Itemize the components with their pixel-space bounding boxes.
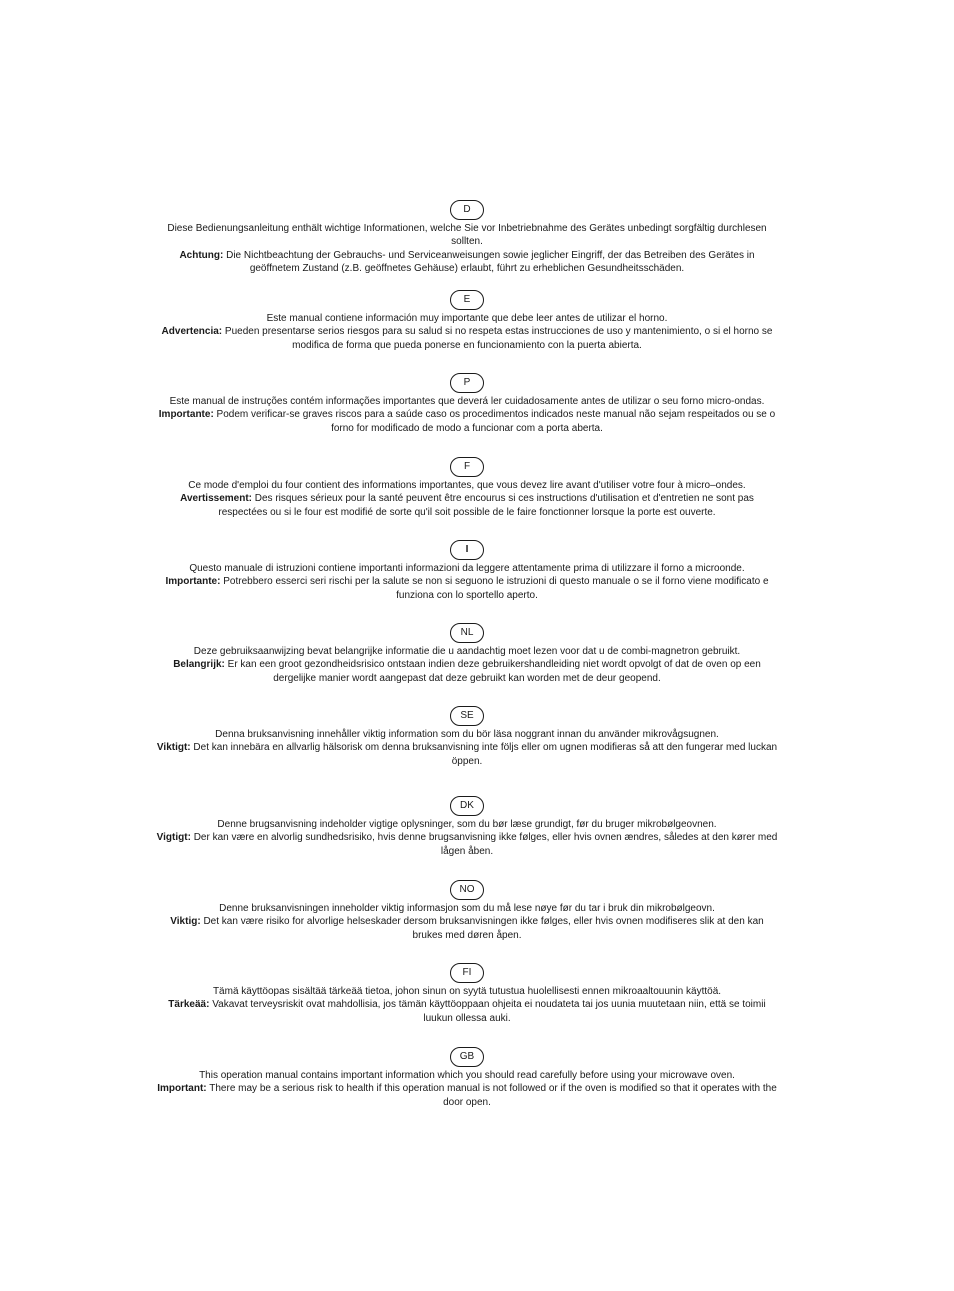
intro-text-no: Denne bruksanvisningen inneholder viktig informasjon som du må lese nøye før du tar i bruk din mikrobølgeovn. <box>219 903 715 914</box>
section-se <box>155 706 779 768</box>
section-p <box>155 373 779 435</box>
intro-text-e: Este manual contiene información muy importante que debe leer antes de utilizar el horno. <box>266 313 668 324</box>
language-badge-nl: NL <box>450 623 484 643</box>
section-dk <box>155 796 779 858</box>
warning-label-dk: Vigtigt: <box>156 832 191 844</box>
section-nl <box>155 623 779 685</box>
warning-label-se: Viktigt: <box>156 742 191 754</box>
warning-text-d: Die Nichtbeachtung der Gebrauchs- und Serviceanweisungen sowie jeglicher Eingriff, der das Betreiben des Gerätes in geöffnetem Zustand (z.B. geöffnetes Gehäuse) erlaubt, führt zu erheblichen Gesundheitsschäden. <box>223 249 755 274</box>
section-f <box>155 457 779 519</box>
section-i <box>155 540 779 602</box>
warning-text-se: Det kan innebära en allvarlig hälsorisk om denna bruksanvisning inte följs eller om ugnen modifieras så att den fungerar med luckan öppen. <box>190 742 778 767</box>
intro-text-d: Diese Bedienungsanleitung enthält wichtige Informationen, welche Sie vor Inbetriebnahme des Gerätes unbedingt sorgfältig durchlesen sollten. <box>167 223 767 248</box>
warning-text-no: Det kan være risiko for alvorlige helseskader dersom bruksanvisningen ikke følges, eller hvis ovnen modifiseres slik at den kan brukes med døren åpen. <box>200 916 764 941</box>
warning-text-e: Pueden presentarse serios riesgos para su salud si no respeta estas instrucciones de uso y mantenimiento, o si el horno se modifica de forma que pueda ponerse en funcionamiento con la puerta abierta. <box>222 326 773 351</box>
warning-label-p: Importante: <box>158 409 214 421</box>
warning-fi <box>155 998 779 1025</box>
warning-text-p: Podem verificar-se graves riscos para a saúde caso os procedimentos indicados neste manual não sejam respeitados ou se o forno for modificado de modo a funcionar com a porta aberta. <box>213 409 776 434</box>
language-badge-gb: GB <box>450 1047 484 1067</box>
section-d <box>155 200 779 275</box>
warning-text-f: Des risques sérieux pour la santé peuvent être encourus si ces instructions d'utilisation et d'entretien ne sont pas respectées ou si le four est modifié de sorte qu'il soit possible de le faire fonctionner lorsque la porte est ouverte. <box>218 493 754 518</box>
intro-text-gb: This operation manual contains important information which you should read carefully before using your microwave oven. <box>199 1070 735 1081</box>
warning-label-e: Advertencia: <box>161 326 223 338</box>
warning-p <box>155 408 779 435</box>
warning-se <box>155 741 779 768</box>
warning-e <box>155 325 779 352</box>
warning-label-gb: Important: <box>157 1083 207 1095</box>
warning-label-fi: Tärkeää: <box>168 999 210 1011</box>
warning-nl <box>155 658 779 685</box>
warning-f <box>155 492 779 519</box>
warning-text-nl: Er kan een groot gezondheidsrisico ontstaan indien deze gebruikershandleiding niet wordt opvolgt of dat de oven op een dergelijke manier wordt aangepast dat deze gebruikt kan worden met de deur geopend. <box>224 659 761 684</box>
language-badge-no: NO <box>450 880 484 900</box>
language-badge-dk: DK <box>450 796 484 816</box>
language-badge-p: P <box>450 373 484 393</box>
warning-i <box>155 575 779 602</box>
language-badge-i: I <box>450 540 484 560</box>
warning-text-dk: Der kan være en alvorlig sundhedsrisiko, hvis denne brugsanvisning ikke følges, eller hvis ovnen ændres, således at den kører med lågen åben. <box>190 832 778 857</box>
intro-text-dk: Denne brugsanvisning indeholder vigtige oplysninger, som du bør læse grundigt, før du bruger mikrobølgeovnen. <box>217 819 717 830</box>
language-badge-f: F <box>450 457 484 477</box>
intro-text-p: Este manual de instruções contém informações importantes que deverá ler cuidadosamente antes de utilizar o seu forno micro-ondas. <box>169 396 765 407</box>
warning-label-d: Achtung: <box>179 249 224 261</box>
intro-text-i: Questo manuale di istruzioni contiene importanti informazioni da leggere attentamente prima di utilizzare il forno a microonde. <box>189 563 745 574</box>
language-badge-se: SE <box>450 706 484 726</box>
intro-text-nl: Deze gebruiksaanwijzing bevat belangrijke informatie die u aandachtig moet lezen voor dat u de combi-magnetron gebruikt. <box>193 646 741 657</box>
section-gb <box>155 1047 779 1109</box>
warning-no <box>155 915 779 942</box>
warning-d <box>155 249 779 276</box>
language-badge-d: D <box>450 200 484 220</box>
warning-label-nl: Belangrijk: <box>173 659 225 671</box>
intro-text-f: Ce mode d'emploi du four contient des informations importantes, que vous devez lire avant d'utiliser votre four à micro–ondes. <box>188 480 746 491</box>
warning-dk <box>155 831 779 858</box>
warning-text-gb: There may be a serious risk to health if this operation manual is not followed or if the oven is modified so that it operates with the door open. <box>206 1083 777 1108</box>
language-badge-fi: FI <box>450 963 484 983</box>
intro-text-fi: Tämä käyttöopas sisältää tärkeää tietoa, johon sinun on syytä tutustua huolellisesti ennen mikroaaltouunin käyttöä. <box>212 986 722 997</box>
warning-label-i: Importante: <box>165 576 221 588</box>
warning-gb <box>155 1082 779 1109</box>
intro-text-se: Denna bruksanvisning innehåller viktig information som du bör läsa noggrant innan du använder mikrovågsugnen. <box>215 729 719 740</box>
language-badge-e: E <box>450 290 484 310</box>
warning-label-no: Viktig: <box>170 916 201 928</box>
warning-text-i: Potrebbero esserci seri rischi per la salute se non si seguono le istruzioni di questo manuale o se il forno viene modificato e funziona con lo sportello aperto. <box>220 576 769 601</box>
section-no <box>155 880 779 942</box>
section-e <box>155 290 779 352</box>
warning-text-fi: Vakavat terveysriskit ovat mahdollisia, jos tämän käyttöoppaan ohjeita ei noudateta tai jos uunia muutetaan niin, että se toimii luukun ollessa auki. <box>209 999 766 1024</box>
warning-label-f: Avertissement: <box>180 493 252 505</box>
section-fi <box>155 963 779 1025</box>
